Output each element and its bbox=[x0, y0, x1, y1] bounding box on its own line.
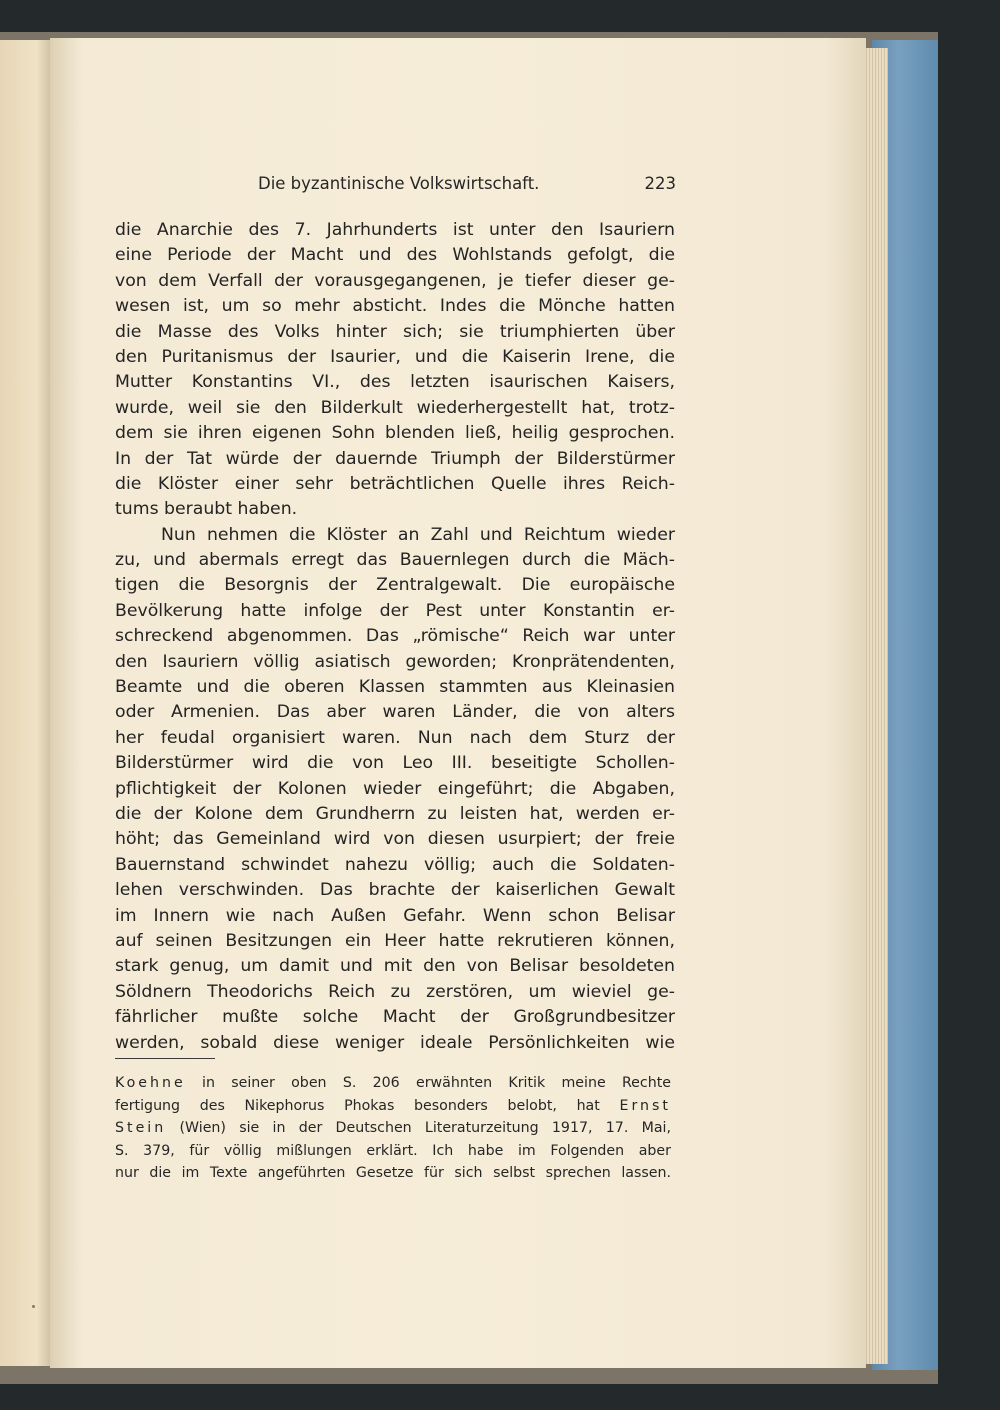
author-name: Ernst bbox=[619, 1097, 671, 1114]
text-line: Beamte und die oberen Klassen stammten aus Kleinasien bbox=[115, 677, 675, 698]
text-line: den Isauriern völlig asiatisch geworden; Kronprätendenten, bbox=[115, 651, 675, 672]
text-line: eine Periode der Macht und des Wohlstands gefolgt, die bbox=[115, 245, 675, 266]
running-header bbox=[258, 174, 678, 200]
text-line: Nun nehmen die Klöster an Zahl und Reichtum wieder bbox=[161, 524, 675, 545]
text-line: höht; das Gemeinland wird von diesen usurpiert; der freie bbox=[115, 829, 675, 850]
page-number: 223 bbox=[644, 174, 676, 193]
footnote-line bbox=[115, 1117, 671, 1140]
footnote-rule bbox=[115, 1058, 215, 1059]
text-line: lehen verschwinden. Das brachte der kaiserlichen Gewalt bbox=[115, 880, 675, 901]
text-line: Bilderstürmer wird die von Leo III. beseitigte Schollen- bbox=[115, 753, 675, 774]
text-line: tigen die Besorgnis der Zentralgewalt. Die europäische bbox=[115, 575, 675, 596]
text-line: auf seinen Besitzungen ein Heer hatte rekrutieren können, bbox=[115, 930, 675, 951]
footnote-line: S. 379, für völlig mißlungen erklärt. Ich habe im Folgenden aber bbox=[115, 1142, 671, 1159]
text-line: her feudal organisiert waren. Nun nach dem Sturz der bbox=[115, 727, 675, 748]
text-line: tums beraubt haben. bbox=[115, 499, 298, 520]
text-line: dem sie ihren eigenen Sohn blenden ließ, heilig gesprochen. bbox=[115, 423, 675, 444]
text-line: die Masse des Volks hinter sich; sie triumphierten über bbox=[115, 321, 675, 342]
author-name: Stein bbox=[115, 1120, 167, 1137]
text-line: Bevölkerung hatte infolge der Pest unter Konstantin er- bbox=[115, 600, 675, 621]
text-line: werden, sobald diese weniger ideale Persönlichkeiten wie bbox=[115, 1032, 675, 1053]
text-line: schreckend abgenommen. Das „römische“ Reich war unter bbox=[115, 626, 675, 647]
text-line: Mutter Konstantins VI., des letzten isaurischen Kaisers, bbox=[115, 372, 675, 393]
text-line: stark genug, um damit und mit den von Belisar besoldeten bbox=[115, 956, 675, 977]
facing-page-edge bbox=[0, 40, 52, 1366]
footnote-text: in seiner oben S. 206 erwähnten Kritik meine Rechte bbox=[202, 1075, 671, 1091]
text-line: den Puritanismus der Isaurier, und die Kaiserin Irene, die bbox=[115, 346, 675, 367]
body-text bbox=[115, 218, 675, 1056]
footnote-line: nur die im Texte angeführten Gesetze für sich selbst sprechen lassen. bbox=[115, 1165, 671, 1182]
text-line: Söldnern Theodorichs Reich zu zerstören, um wieviel ge- bbox=[115, 981, 675, 1002]
text-line: zu, und abermals erregt das Bauernlegen durch die Mäch- bbox=[115, 550, 675, 571]
text-line: pflichtigkeit der Kolonen wieder eingeführt; die Abgaben, bbox=[115, 778, 675, 799]
author-name: Koehne bbox=[115, 1075, 186, 1091]
page-speck bbox=[32, 1305, 35, 1308]
text-line: In der Tat würde der dauernde Triumph der Bilderstürmer bbox=[115, 448, 675, 469]
text-line: die Anarchie des 7. Jahrhunderts ist unter den Isauriern bbox=[115, 220, 675, 240]
footnote-text: (Wien) sie in der Deutschen Literaturzeitung 1917, 17. Mai, bbox=[179, 1120, 671, 1137]
text-line: die Klöster einer sehr beträchtlichen Quelle ihres Reich- bbox=[115, 473, 675, 494]
text-line: die der Kolone dem Grundherrn zu leisten hat, werden er- bbox=[115, 803, 675, 824]
footnote bbox=[115, 1072, 671, 1185]
running-title: Die byzantinische Volkswirtschaft. bbox=[258, 174, 540, 193]
text-line: Bauernstand schwindet nahezu völlig; auch die Soldaten- bbox=[115, 854, 675, 875]
text-line: wesen ist, um so mehr absticht. Indes die Mönche hatten bbox=[115, 296, 675, 317]
text-line: von dem Verfall der vorausgegangenen, je tiefer dieser ge- bbox=[115, 270, 675, 291]
text-line: wurde, weil sie den Bilderkult wiederhergestellt hat, trotz- bbox=[115, 397, 675, 418]
footnote-text: fertigung des Nikephorus Phokas besonders belobt, hat bbox=[115, 1097, 600, 1114]
text-line: im Innern wie nach Außen Gefahr. Wenn schon Belisar bbox=[115, 905, 675, 926]
footnote-line bbox=[115, 1095, 671, 1118]
text-line: fährlicher mußte solche Macht der Großgrundbesitzer bbox=[115, 1007, 675, 1028]
text-line: oder Armenien. Das aber waren Länder, die von alters bbox=[115, 702, 675, 723]
footnote-line bbox=[115, 1072, 671, 1095]
